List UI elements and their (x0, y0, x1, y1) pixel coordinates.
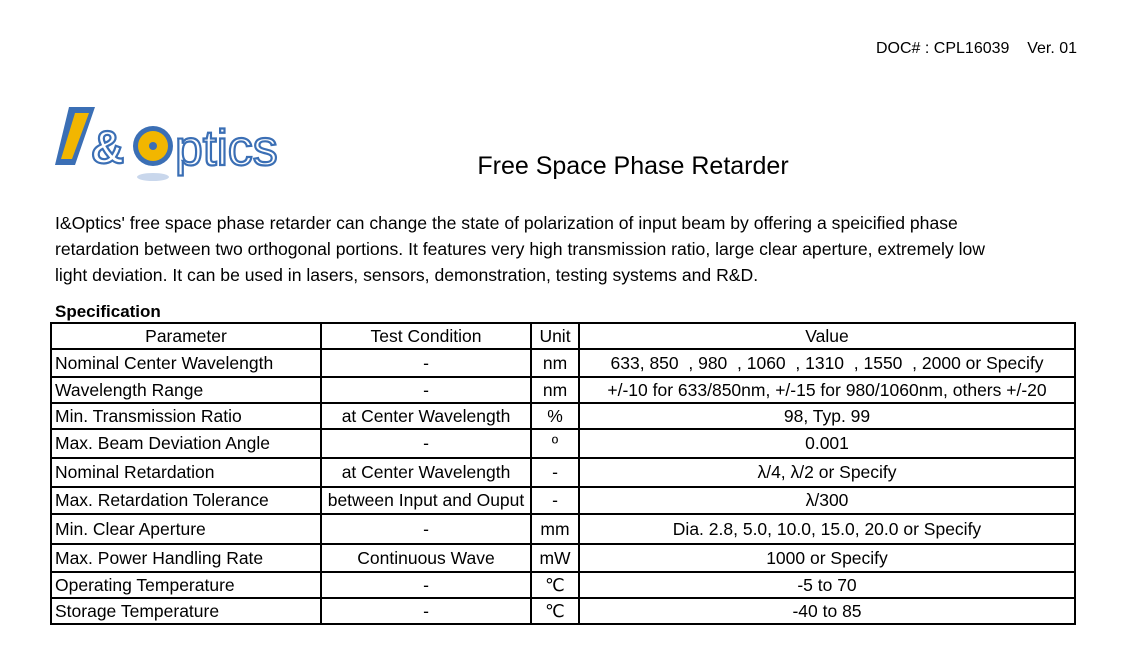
cell-test-condition: - (321, 429, 531, 458)
cell-value: -5 to 70 (579, 572, 1075, 598)
cell-value: -40 to 85 (579, 598, 1075, 624)
cell-test-condition: - (321, 598, 531, 624)
table-header-row (51, 323, 1075, 349)
svg-text:&: & (91, 121, 125, 173)
table-row (51, 572, 1075, 598)
cell-parameter: Max. Power Handling Rate (51, 544, 321, 572)
cell-value: λ/4, λ/2 or Specify (579, 458, 1075, 487)
specification-heading: Specification (55, 302, 161, 321)
document-number: DOC# : CPL16039 Ver. 01 (876, 40, 1078, 57)
cell-parameter: Nominal Retardation (51, 458, 321, 487)
cell-unit: º (531, 429, 579, 458)
cell-test-condition: between Input and Ouput (321, 487, 531, 514)
product-description (55, 210, 1085, 288)
cell-test-condition: - (321, 349, 531, 377)
column-header-unit: Unit (531, 323, 579, 349)
cell-test-condition: at Center Wavelength (321, 458, 531, 487)
specification-table (50, 322, 1076, 625)
column-header-value: Value (579, 323, 1075, 349)
cell-test-condition: at Center Wavelength (321, 403, 531, 429)
cell-test-condition: - (321, 572, 531, 598)
svg-text:ptics: ptics (175, 120, 278, 176)
cell-unit: % (531, 403, 579, 429)
table-row (51, 598, 1075, 624)
cell-parameter: Min. Transmission Ratio (51, 403, 321, 429)
cell-parameter: Max. Retardation Tolerance (51, 487, 321, 514)
column-header-test-condition: Test Condition (321, 323, 531, 349)
cell-unit: - (531, 487, 579, 514)
cell-unit: ℃ (531, 572, 579, 598)
table-row (51, 403, 1075, 429)
cell-value: Dia. 2.8, 5.0, 10.0, 15.0, 20.0 or Specify (579, 514, 1075, 544)
cell-test-condition: Continuous Wave (321, 544, 531, 572)
cell-value: 98, Typ. 99 (579, 403, 1075, 429)
cell-unit: - (531, 458, 579, 487)
cell-test-condition: - (321, 514, 531, 544)
cell-value: +/-10 for 633/850nm, +/-15 for 980/1060nm, others +/-20 (579, 377, 1075, 403)
cell-parameter: Wavelength Range (51, 377, 321, 403)
cell-value: λ/300 (579, 487, 1075, 514)
page-title: Free Space Phase Retarder (477, 152, 789, 180)
table-row (51, 458, 1075, 487)
cell-value: 0.001 (579, 429, 1075, 458)
table-row (51, 429, 1075, 458)
description-line: retardation between two orthogonal portions. It features very high transmission ratio, large clear aperture, extremely low (55, 239, 986, 259)
column-header-parameter: Parameter (51, 323, 321, 349)
company-logo (53, 103, 315, 187)
cell-unit: nm (531, 349, 579, 377)
description-line: light deviation. It can be used in lasers, sensors, demonstration, testing systems and R&D. (55, 265, 759, 285)
description-line: I&Optics' free space phase retarder can change the state of polarization of input beam by offering a speicified phase (55, 213, 958, 233)
cell-unit: mW (531, 544, 579, 572)
table-row (51, 487, 1075, 514)
table-row (51, 514, 1075, 544)
cell-parameter: Nominal Center Wavelength (51, 349, 321, 377)
cell-unit: ℃ (531, 598, 579, 624)
cell-parameter: Operating Temperature (51, 572, 321, 598)
cell-parameter: Min. Clear Aperture (51, 514, 321, 544)
cell-value: 633, 850 , 980 , 1060 , 1310 , 1550 , 2000 or Specify (579, 349, 1075, 377)
table-row (51, 377, 1075, 403)
cell-test-condition: - (321, 377, 531, 403)
cell-unit: mm (531, 514, 579, 544)
table-row (51, 349, 1075, 377)
cell-parameter: Max. Beam Deviation Angle (51, 429, 321, 458)
table-row (51, 544, 1075, 572)
cell-unit: nm (531, 377, 579, 403)
cell-parameter: Storage Temperature (51, 598, 321, 624)
cell-value: 1000 or Specify (579, 544, 1075, 572)
